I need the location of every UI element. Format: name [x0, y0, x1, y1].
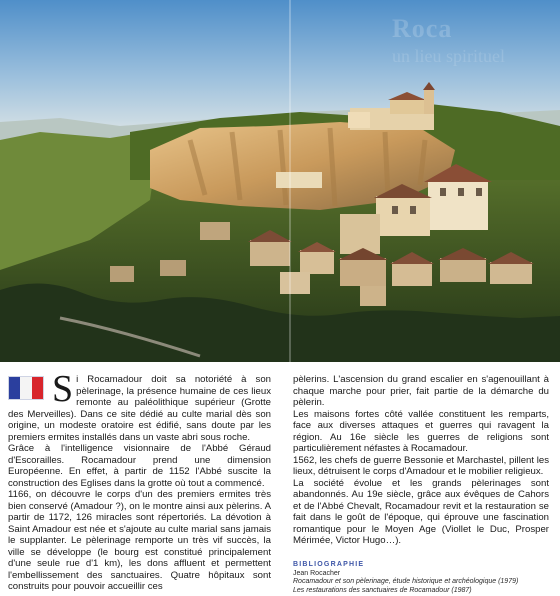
paragraph: La société évolue et les grands pèlerinages sont abandonnés. Au 19e siècle, grâce aux évêques de Cahors et de l'Abbé Chevalt, Rocamadour revit et la restauration se fait dans le goût de l'époque, qui éprouve une fascination romantique pour le Moyen Age (Viollet le Duc, Prosper Mérimée, Victor Hugo…).: [293, 477, 549, 546]
french-flag-icon: [8, 376, 44, 400]
bibliography-entry: [293, 578, 549, 586]
bibliography-entry-text: Rocamadour et son pèlerinage, étude historique et archéologique (1979): [293, 578, 519, 586]
intro-paragraph: [8, 368, 271, 443]
paragraph: pèlerins. L'ascension du grand escalier en s'agenouillant à chaque marche pour prier, fait partie de la démarche du pèlerin.: [293, 374, 549, 408]
article-text-area: [0, 362, 560, 596]
paragraph: Les maisons fortes côté vallée constituent les remparts, face aux diverses attaques et guerres qui ravagent la région. Au 16e siècle les guerres de religions sont particulièrement néfastes à Rocamadour.: [293, 408, 549, 454]
bibliography-author: Jean Rocacher: [293, 570, 341, 577]
left-column: [8, 368, 271, 593]
faded-heading: Roca: [392, 14, 453, 43]
dropcap-letter: S: [52, 368, 74, 410]
paragraph-text: i Rocamadour doit sa notoriété à son pèlerinage, la présence humaine de ces lieux remonte au paléolithique supérieur (Grotte des Merveilles). Dans ce site dédié au culte marial dès son origine, un modeste oratoire est édifié, sans doute par les premiers ermites installés dans un vaste abri sous roche.: [8, 374, 271, 443]
bibliography-entry: [293, 587, 549, 595]
paragraph: 1166, on découvre le corps d'un des premiers ermites très bien conservé (Amadour ?), on le montre ainsi aux pèlerins. A partir de 1172, 126 miracles sont répertoriés. La dévotion à Saint Amadour est née et s'ajoute au culte marial sans jamais le supplanter. Le pèlerinage remporte un très vif succès, la ville se développe (le bourg est constitué principalement d'une seule rue d'1 km), les dons affluent et permettent l'embellissement des sanctuaires. Quatre hôpitaux sont construits pour pouvoir accueillir ces: [8, 489, 271, 592]
paragraph: 1562, les chefs de guerre Bessonie et Marchastel, pillent les lieux, détruisent le corps d'Amadour et le mobilier religieux.: [293, 454, 549, 477]
faded-subheading: un lieu spirituel: [392, 46, 505, 66]
bibliography-entry-text: Les restaurations des sanctuaires de Rocamadour (1987): [293, 586, 472, 594]
paragraph: Grâce à l'intelligence visionnaire de l'Abbé Géraud d'Escorailles. Rocamadour prend une dimension Européenne. En effet, à partir de 1152 l'Abbé suscite la construction des Eglises dans la grotte où tout a commencé.: [8, 443, 271, 489]
right-column: [293, 374, 549, 595]
bibliography-heading: BIBLIOGRAPHIE: [293, 560, 365, 568]
